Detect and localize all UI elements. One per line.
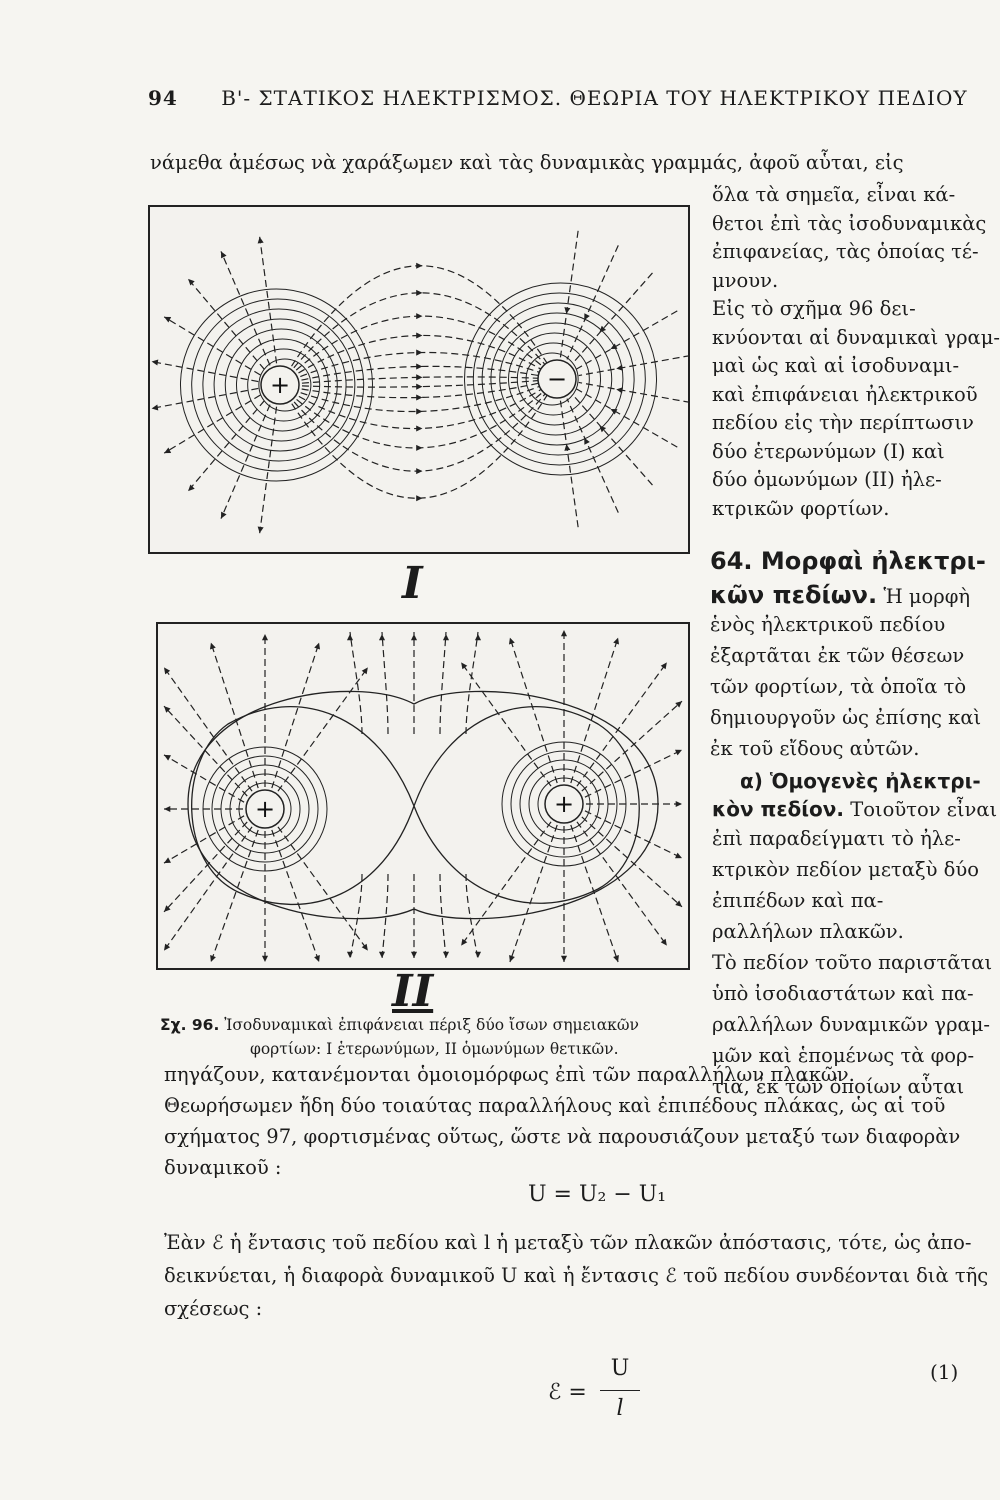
field-arrow <box>416 495 422 501</box>
field-arrow <box>164 806 170 812</box>
field-arrow <box>416 384 422 390</box>
text-line: ἐπιφανείας, τὰς ὁποίας τέ- <box>712 240 979 263</box>
section-title-part-2: κῶν πεδίων. <box>710 581 878 609</box>
text-line: δύο ἑτερωνύμων (Ι) καὶ <box>712 439 945 463</box>
field-arrow <box>379 952 385 958</box>
formula-denominator: l <box>616 1396 624 1421</box>
field-arrow <box>164 755 171 761</box>
text-line: δεικνύεται, ἡ διαφορὰ δυναμικοῦ U καὶ ἡ ἔντασις ℰ τοῦ πεδίου συνδέονται διὰ τῆς <box>164 1264 989 1287</box>
text-line: σχέσεως : <box>164 1297 263 1320</box>
figure-ii-frame <box>156 622 690 970</box>
text-line: ἑνὸς ἠλεκτρικοῦ πεδίου <box>710 613 946 636</box>
running-header <box>148 86 988 110</box>
figure-ii-field-lines <box>158 624 688 968</box>
text-line: ἐπιπέδων καὶ πα- <box>712 889 884 912</box>
figure-label-ii: II <box>392 966 434 1017</box>
field-arrow <box>188 279 195 286</box>
text-line: ἐκ τοῦ εἴδους αὐτῶν. <box>710 737 920 760</box>
text-line: μαὶ ὡς καὶ αἱ ἰσοδυναμι- <box>712 354 960 377</box>
text-line: δύο ὁμωνύμων (ΙΙ) ἠλε- <box>712 468 942 491</box>
field-line <box>278 827 368 951</box>
field-arrow <box>661 939 667 946</box>
formula-numerator: U <box>610 1356 630 1381</box>
field-arrow <box>616 365 623 371</box>
field-line <box>577 822 667 946</box>
field-line <box>164 706 247 796</box>
field-arrow <box>188 484 195 491</box>
caption-line-2: φορτίων: Ι ἑτερωνύμων, ΙΙ ὁμωνύμων θετικῶν. <box>250 1040 619 1058</box>
field-line <box>382 632 388 734</box>
field-line <box>466 874 478 960</box>
plus-charge-label-right: + <box>553 790 575 818</box>
text-line: δημιουργοῦν ὡς ἐπίσης καὶ <box>710 706 982 729</box>
field-arrow <box>564 307 570 314</box>
field-line <box>211 643 258 789</box>
field-arrow <box>258 526 264 533</box>
field-line <box>152 362 259 382</box>
page-number: 94 <box>148 86 178 110</box>
text-line: καὶ ἐπιφάνειαι ἠλεκτρικοῦ <box>712 382 978 406</box>
field-arrow <box>362 944 368 951</box>
text-line: ὑπὸ ἰσοδιαστάτων καὶ πα- <box>712 982 974 1005</box>
field-arrow <box>164 317 171 323</box>
caption-line-1: Ἰσοδυναμικαὶ ἐπιφάνειαι πέριξ δύο ἴσων σημειακῶν <box>224 1016 639 1034</box>
field-arrow <box>461 662 467 669</box>
field-arrow <box>661 662 667 669</box>
text-line: μνουν. <box>712 268 779 292</box>
field-arrow <box>347 952 353 958</box>
figure-i-frame <box>148 205 690 554</box>
field-arrow <box>613 638 619 645</box>
field-arrow <box>416 263 422 269</box>
field-arrow <box>411 634 417 640</box>
field-arrow <box>509 638 515 645</box>
text-line: ραλλήλων δυναμικῶν γραμ- <box>712 1013 990 1036</box>
field-arrow <box>221 512 227 519</box>
field-line <box>164 822 247 912</box>
text-line: κτρικὸν πεδίον μεταξὺ δύο <box>712 858 980 881</box>
field-arrow <box>561 630 567 636</box>
field-line <box>567 245 618 359</box>
subsection-title-part-1: α) Ὁμογενὲς ἠλεκτρι- <box>740 769 981 793</box>
field-arrow <box>152 360 159 366</box>
figure-caption <box>160 1014 639 1036</box>
field-arrow <box>616 387 623 393</box>
figure-i-field-lines <box>150 207 688 552</box>
field-arrow <box>221 251 227 258</box>
section-line-after-title: Ἡ μορφὴ <box>883 585 971 608</box>
field-arrow <box>416 445 422 451</box>
field-line <box>567 399 618 513</box>
text-line: πηγάζουν, κατανέμονται ὁμοιομόρφως ἐπὶ τῶν παραλλήλων πλακῶν. <box>164 1063 855 1086</box>
subsection-line-after-title: Τοιοῦτον εἶναι <box>850 798 998 821</box>
field-arrow <box>164 667 170 674</box>
text-line: ραλλήλων πλακῶν. <box>712 920 904 943</box>
field-line <box>188 279 264 370</box>
field-arrow <box>475 952 481 958</box>
field-arrow <box>164 857 171 863</box>
field-arrow <box>210 955 216 962</box>
caption-ref: Σχ. 96. <box>160 1016 220 1034</box>
field-arrow <box>258 237 264 244</box>
minus-charge-label: − <box>546 365 568 393</box>
field-arrow <box>584 313 590 320</box>
text-line: πεδίου εἰς τὴν περίπτωσιν <box>712 411 974 434</box>
text-line: Τὸ πεδίον τοῦτο παριστᾶται <box>712 951 993 974</box>
equation-number: (1) <box>930 1360 959 1384</box>
text-line: τῶν φορτίων, τὰ ὁποῖα τὸ <box>710 675 967 698</box>
field-line <box>585 811 682 858</box>
field-arrow <box>362 667 368 674</box>
fraction-bar <box>600 1390 640 1391</box>
field-arrow <box>262 634 268 640</box>
text-line: μῶν καὶ ἑπομένως τὰ φορ- <box>712 1044 975 1067</box>
text-line: τία, ἐκ τῶν ὁποίων αὗται <box>712 1075 965 1098</box>
field-arrow <box>411 952 417 958</box>
field-arrow <box>613 955 619 962</box>
field-line <box>280 352 557 385</box>
field-arrow <box>416 313 422 319</box>
field-arrow <box>584 438 590 445</box>
field-line <box>582 817 682 907</box>
field-line <box>221 405 270 519</box>
field-arrow <box>416 374 422 380</box>
field-line <box>350 874 362 960</box>
field-line <box>582 701 682 791</box>
plus-charge-label-left: + <box>254 795 276 823</box>
field-arrow <box>443 634 449 640</box>
field-arrow <box>561 956 567 962</box>
field-arrow <box>416 425 422 431</box>
field-arrow <box>314 643 320 650</box>
field-line <box>164 755 244 802</box>
field-arrow <box>461 939 467 946</box>
field-arrow <box>379 634 385 640</box>
text-line: κτρικῶν φορτίων. <box>712 496 890 520</box>
field-arrow <box>443 952 449 958</box>
field-line <box>571 638 618 784</box>
section-title-part-1: 64. Μορφαὶ ἠλεκτρι- <box>710 547 986 575</box>
text-line: θετοι ἐπὶ τὰς ἰσοδυναμικὰς <box>712 211 987 235</box>
field-arrow <box>164 944 170 951</box>
formula-potential-difference: U = U₂ − U₁ <box>528 1182 667 1207</box>
field-line <box>510 638 557 784</box>
field-arrow <box>509 955 515 962</box>
field-arrow <box>314 955 320 962</box>
field-arrow <box>416 332 422 338</box>
text-line: σχήματος 97, φορτισμένας οὕτως, ὥστε νὰ παρουσιάζουν μεταξύ των διαφορὰν <box>164 1125 961 1148</box>
intro-line: νάμεθα ἀμέσως νὰ χαράξωμεν καὶ τὰς δυναμικὰς γραμμάς, ἀφοῦ αὗται, εἰς <box>150 151 904 174</box>
field-line <box>188 401 264 492</box>
field-arrow <box>416 350 422 356</box>
field-arrow <box>676 801 682 807</box>
field-arrow <box>164 448 171 454</box>
field-arrow <box>152 404 159 410</box>
text-line: δυναμικοῦ : <box>164 1156 282 1179</box>
field-line <box>221 251 270 365</box>
plus-charge-label: + <box>269 371 291 399</box>
text-line: ὅλα τὰ σημεῖα, εἶναι κά- <box>712 183 956 206</box>
field-arrow <box>416 363 422 369</box>
field-line <box>280 379 557 448</box>
text-line: ἐπὶ παραδείγματι τὸ ἠλε- <box>712 827 961 850</box>
field-line <box>280 379 557 471</box>
field-arrow <box>210 643 216 650</box>
text-line: Ἐὰν ℰ ἡ ἔντασις τοῦ πεδίου καὶ l ἡ μεταξὺ τῶν πλακῶν ἀπόστασις, τότε, ὡς ἀπο- <box>164 1231 972 1254</box>
text-line: ἐξαρτᾶται ἐκ τῶν θέσεων <box>710 644 965 667</box>
field-line <box>152 388 259 408</box>
section-title-line <box>710 582 970 610</box>
field-arrow <box>416 408 422 414</box>
subsection-title-line-1 <box>740 768 981 795</box>
field-arrow <box>416 290 422 296</box>
field-arrow <box>347 634 353 640</box>
field-arrow <box>262 956 268 962</box>
text-line: κνύονται αἱ δυναμικαὶ γραμ- <box>712 325 1000 349</box>
field-line <box>280 316 557 385</box>
running-title: Β'- ΣΤΑΤΙΚΟΣ ΗΛΕΚΤΡΙΣΜΟΣ. ΘΕΩΡΙΑ ΤΟΥ ΗΛΕΚΤΡΙΚΟΥ ΠΕΔΙΟΥ <box>221 86 968 110</box>
field-line <box>280 379 557 412</box>
field-arrow <box>416 468 422 474</box>
subsection-title-part-2: κὸν πεδίον. <box>712 797 844 821</box>
formula-field-intensity-lhs: ℰ = <box>548 1380 587 1405</box>
field-arrow <box>475 634 481 640</box>
subsection-title-line-2 <box>712 796 997 823</box>
field-line <box>280 293 557 385</box>
text-line: Θεωρήσωμεν ἤδη δύο τοιαύτας παραλλήλους καὶ ἐπιπέδους πλάκας, ὡς αἱ τοῦ <box>164 1094 946 1117</box>
figure-label-i: I <box>402 558 423 609</box>
field-line <box>440 632 446 734</box>
field-arrow <box>564 444 570 451</box>
field-line <box>272 643 319 789</box>
field-arrow <box>416 394 422 400</box>
text-line: Εἰς τὸ σχῆμα 96 δει- <box>712 297 916 320</box>
